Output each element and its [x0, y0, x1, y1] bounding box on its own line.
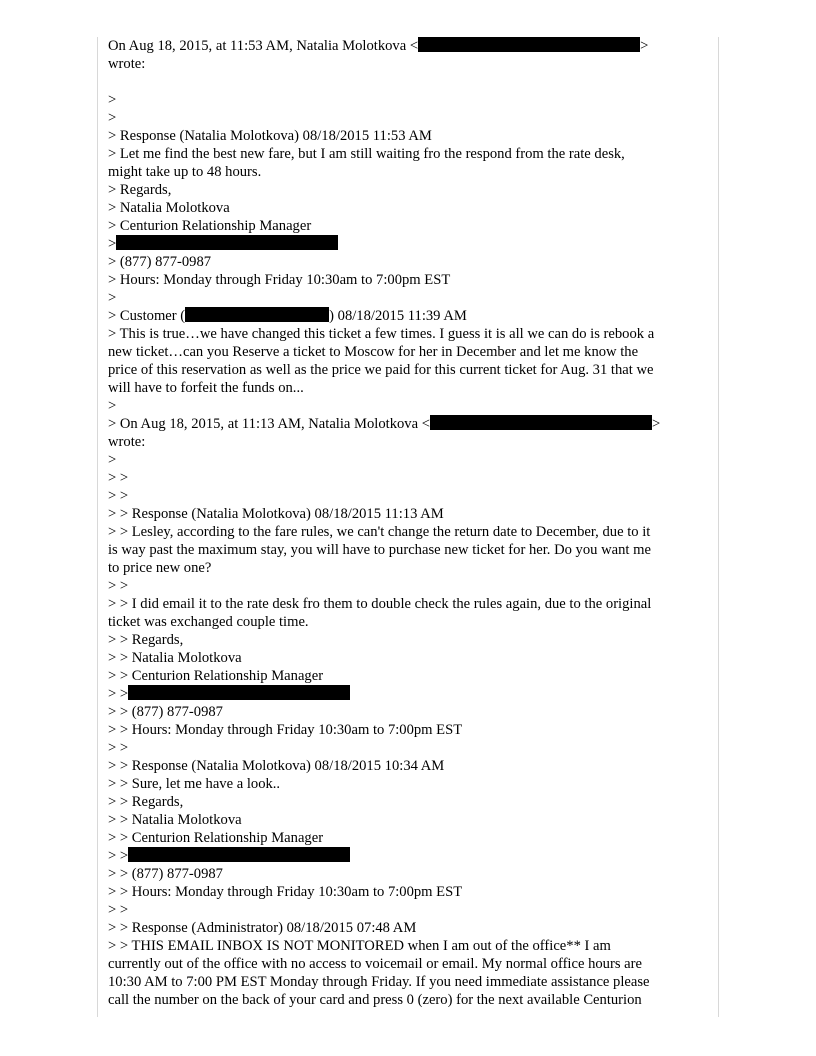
email-line	[108, 901, 708, 919]
email-text: >	[108, 290, 117, 306]
email-text: wrote:	[108, 56, 146, 72]
email-text: 10:30 AM to 7:00 PM EST Monday through Friday. If you need immediate assistance please	[108, 974, 650, 990]
email-line	[108, 163, 708, 181]
email-text: > >	[108, 902, 129, 918]
email-line	[108, 649, 708, 667]
redaction-bar	[418, 37, 640, 52]
redaction-bar	[430, 415, 652, 430]
email-line	[108, 991, 708, 1009]
email-line	[108, 937, 708, 955]
email-text: > Regards,	[108, 182, 172, 198]
email-text: > Customer (	[108, 308, 186, 324]
email-text: >	[108, 92, 117, 108]
email-line	[108, 883, 708, 901]
email-line	[108, 55, 708, 73]
email-line	[108, 847, 708, 865]
email-text: > > Lesley, according to the fare rules, we can't change the return date to December, due to it	[108, 524, 651, 540]
email-text: > > Response (Natalia Molotkova) 08/18/2015 11:13 AM	[108, 506, 444, 522]
email-line	[108, 865, 708, 883]
email-line	[108, 829, 708, 847]
email-text: > > Centurion Relationship Manager	[108, 830, 324, 846]
email-line	[108, 523, 708, 541]
email-text: > > Response (Administrator) 08/18/2015 07:48 AM	[108, 920, 417, 936]
email-line	[108, 415, 708, 433]
email-text: > > Regards,	[108, 794, 184, 810]
email-line	[108, 487, 708, 505]
email-line	[108, 289, 708, 307]
email-text: > > Regards,	[108, 632, 184, 648]
email-text: is way past the maximum stay, you will have to purchase new ticket for her. Do you want me	[108, 542, 651, 558]
email-text: currently out of the office with no access to voicemail or email. My normal office hours are	[108, 956, 642, 972]
email-line	[108, 127, 708, 145]
email-line	[108, 559, 708, 577]
email-line	[108, 325, 708, 343]
email-line	[108, 37, 708, 55]
email-text: > (877) 877-0987	[108, 254, 212, 270]
email-text: > > Sure, let me have a look..	[108, 776, 281, 792]
email-text: > >	[108, 848, 129, 864]
email-text: > > Response (Natalia Molotkova) 08/18/2015 10:34 AM	[108, 758, 445, 774]
redaction-bar	[128, 847, 350, 862]
email-line	[108, 361, 708, 379]
email-line	[108, 109, 708, 127]
blank-line	[108, 73, 708, 91]
email-line	[108, 613, 708, 631]
email-text: > > Natalia Molotkova	[108, 650, 242, 666]
email-text: > > (877) 877-0987	[108, 866, 223, 882]
email-line	[108, 505, 708, 523]
email-text: might take up to 48 hours.	[108, 164, 262, 180]
email-text: > > Natalia Molotkova	[108, 812, 242, 828]
email-text: On Aug 18, 2015, at 11:53 AM, Natalia Molotkova <	[108, 38, 419, 54]
email-text: > Natalia Molotkova	[108, 200, 230, 216]
email-line	[108, 541, 708, 559]
email-line	[108, 451, 708, 469]
email-text: > This is true…we have changed this ticket a few times. I guess it is all we can do is rebook a	[108, 326, 655, 342]
email-line	[108, 739, 708, 757]
email-line	[108, 577, 708, 595]
email-line	[108, 973, 708, 991]
email-line	[108, 343, 708, 361]
email-text: > >	[108, 470, 129, 486]
email-line	[108, 955, 708, 973]
email-text: >	[640, 38, 649, 54]
email-text: > > Hours: Monday through Friday 10:30am to 7:00pm EST	[108, 884, 463, 900]
redaction-bar	[128, 685, 350, 700]
redaction-bar	[116, 235, 338, 250]
email-text: ) 08/18/2015 11:39 AM	[329, 308, 467, 324]
email-line	[108, 685, 708, 703]
email-line	[108, 379, 708, 397]
email-text: > > Centurion Relationship Manager	[108, 668, 324, 684]
email-text: to price new one?	[108, 560, 212, 576]
document-page	[97, 37, 719, 1017]
email-line	[108, 217, 708, 235]
email-text: > >	[108, 686, 129, 702]
email-text: > > Hours: Monday through Friday 10:30am to 7:00pm EST	[108, 722, 463, 738]
email-thread-body	[108, 37, 708, 1009]
email-line	[108, 919, 708, 937]
email-line	[108, 793, 708, 811]
email-line	[108, 595, 708, 613]
email-text: >	[108, 452, 117, 468]
email-line	[108, 667, 708, 685]
email-text: >	[651, 416, 661, 432]
email-text: > Centurion Relationship Manager	[108, 218, 312, 234]
email-text: >	[108, 236, 117, 252]
email-text: call the number on the back of your card and press 0 (zero) for the next available Centurion	[108, 992, 642, 1008]
email-text: > >	[108, 740, 129, 756]
email-line	[108, 91, 708, 109]
email-text: price of this reservation as well as the price we paid for this current ticket for Aug. 31 that we	[108, 362, 654, 378]
email-line	[108, 199, 708, 217]
email-text: >	[108, 110, 117, 126]
email-text: > Response (Natalia Molotkova) 08/18/2015 11:53 AM	[108, 128, 432, 144]
email-text: wrote:	[108, 434, 146, 450]
email-text: ticket was exchanged couple time.	[108, 614, 309, 630]
email-text: > > I did email it to the rate desk fro them to double check the rules again, due to the original	[108, 596, 652, 612]
email-text: > >	[108, 488, 129, 504]
email-line	[108, 235, 708, 253]
email-text: >	[108, 398, 117, 414]
email-text: > On Aug 18, 2015, at 11:13 AM, Natalia Molotkova <	[108, 416, 430, 432]
email-line	[108, 433, 708, 451]
email-line	[108, 145, 708, 163]
email-text: > > (877) 877-0987	[108, 704, 223, 720]
email-line	[108, 181, 708, 199]
email-line	[108, 307, 708, 325]
email-line	[108, 757, 708, 775]
email-line	[108, 721, 708, 739]
email-line	[108, 271, 708, 289]
email-text: > > THIS EMAIL INBOX IS NOT MONITORED when I am out of the office** I am	[108, 938, 611, 954]
email-line	[108, 811, 708, 829]
email-text: > >	[108, 578, 129, 594]
redaction-bar	[185, 307, 329, 322]
email-line	[108, 703, 708, 721]
email-line	[108, 469, 708, 487]
email-line	[108, 775, 708, 793]
email-line	[108, 397, 708, 415]
email-text: new ticket…can you Reserve a ticket to Moscow for her in December and let me know the	[108, 344, 639, 360]
email-line	[108, 253, 708, 271]
email-text: will have to forfeit the funds on...	[108, 380, 304, 396]
email-text: > Let me find the best new fare, but I am still waiting fro the respond from the rate desk,	[108, 146, 625, 162]
email-line	[108, 631, 708, 649]
email-text: > Hours: Monday through Friday 10:30am to 7:00pm EST	[108, 272, 451, 288]
